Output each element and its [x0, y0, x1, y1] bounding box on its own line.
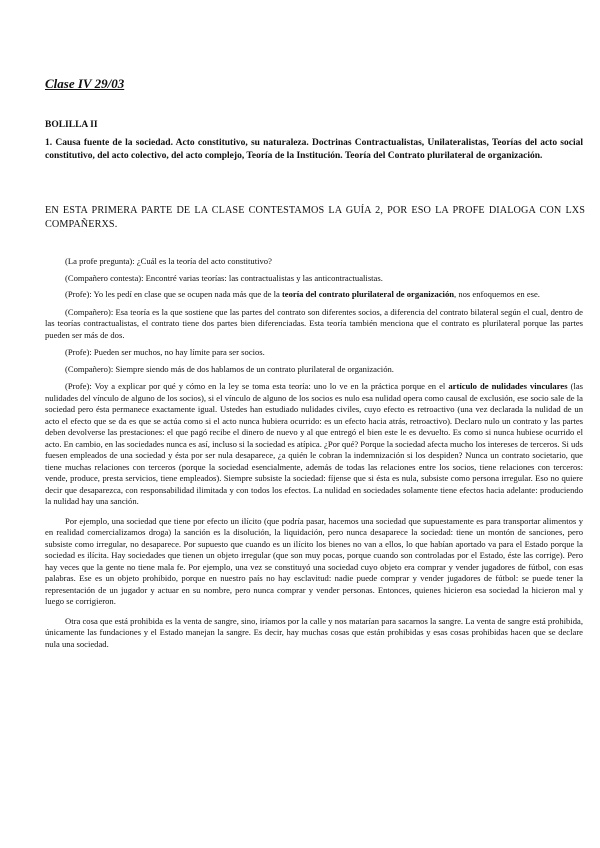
paragraph-3	[45, 289, 583, 301]
paragraph-9: Otra cosa que está prohibida es la venta de sangre, sino, iríamos por la calle y nos matarían para sacarnos la sangre. La venta de sangre está prohibida, únicamente las fundaciones y el Estado manejan la sangre. Es decir, hay muchas cosas que están prohibidas y esas cosas prohibidas hacen que se declare nula una sociedad.	[45, 615, 583, 649]
paragraph-5: (Profe): Pueden ser muchos, no hay límite para ser socios.	[65, 347, 265, 357]
bolilla-heading: BOLILLA II	[45, 120, 98, 130]
paragraph-7-text-c: (las nulidades del vínculo de alguno de los socios), si el vínculo de alguno de los socios es nulo esa nulidad opera como causal de exclusión, ese socio sale de la sociedad pero ésta permanece exactamente igual. Ustedes han estudiado nulidades civiles, cuyo efecto es retroactivo (una vez declarada la nulidad de un acto el efecto que se da es que se actúa como si el acto nunca hubiera ocurrido: es un efecto hacia atrás, retroactivo). Declaro nulo un contrato y las partes deben devolverse las prestaciones: el que pagó recibe el dinero de nuevo y al que entregó el bien este le es devuelto. Es como si nunca hubiese ocurrido el acto. En cambio, en las sociedades nunca es así, incluso si la sociedad es atípica. ¿Por qué? Porque la sociedad afecta mucho los intereses de terceros. Si uds fuesen empleados de una sociedad y ésta por ser nula desaparece, ¿a quién le cobran la indemnización si los despiden? Nunca un contrato societario, que tiene muchas relaciones con terceros (porque la sociedad esencialmente, además de todas las relaciones entre los socios, tiene relaciones con terceros: vende, produce, presta servicios, tiene empleados). Siempre subsiste la sociedad: fíjense que si ésta es nula, subsiste como persona irregular. Eso no quiere decir que desaparezca, con responsabilidad ilimitada y con todos los efectos. La nulidad en sociedades solamente tiene efectos hacia adelante: produciendo la nulidad hay una sanción.	[45, 381, 583, 506]
paragraph-7-text-a: (Profe): Voy a explicar por qué y cómo en la ley se toma esta teoría: uno lo ve en la práctica porque en el	[65, 381, 449, 391]
paragraph-7	[45, 381, 583, 508]
paragraph-8: Por ejemplo, una sociedad que tiene por efecto un ilícito (que podría pasar, hacemos una sociedad que supuestamente es para transportar alimentos y en realidad comercializamos droga) la sanción es la disolución, la liquidación, pero nunca desaparece la sociedad: tiene un montón de sanciones, pero subsiste como irregular, no desaparece. Por supuesto que cuando es un ilícito los bienes no van a ellos, lo que habían aportado va para el Estado porque la sociedad es ilícita. Hay sociedades que tienen un objeto irregular (que son muy pocas, porque cuando son controladas por el Estado, éste las corrige). Pero hay veces que la gente no tiene mala fe. Por ejemplo, una vez se constituyó una sociedad cuyo objeto era comprar y vender jugadores de fútbol, con esas palabras. Ese es un objeto prohibido, porque en nuestro país no hay esclavitud: nadie puede comprar y vender jugadores de fútbol: se puede tener la representación de un jugador y actuar en su nombre, pero nunca comprar y vender personas. Entonces, quienes hicieron esa sociedad la hicieron mal y luego se corrigieron.	[45, 515, 583, 606]
topics-list: 1. Causa fuente de la sociedad. Acto constitutivo, su naturaleza. Doctrinas Contractualistas, Unilateralistas, Teorías del acto social constitutivo, del acto colectivo, del acto complejo, Teoría de la Institución. Teoría del Contrato plurilateral de organización.	[45, 138, 583, 161]
intro-note: EN ESTA PRIMERA PARTE DE LA CLASE CONTESTAMOS LA GUÍA 2, POR ESO LA PROFE DIALOGA CON LXS COMPAÑERXS.	[45, 205, 585, 230]
paragraph-1: (La profe pregunta): ¿Cuál es la teoría del acto constitutivo?	[65, 256, 272, 266]
paragraph-3-text-a: (Profe): Yo les pedí en clase que se ocupen nada más que de la	[65, 289, 282, 299]
class-title: Clase IV 29/03	[45, 76, 125, 91]
paragraph-3-emphasis: teoría del contrato plurilateral de organización	[281, 289, 455, 299]
paragraph-6: (Compañero): Siempre siendo más de dos hablamos de un contrato plurilateral de organización.	[65, 363, 394, 374]
dialogue-body	[45, 256, 583, 656]
paragraph-7-emphasis: artículo de nulidades vinculares	[448, 381, 568, 391]
paragraph-3-text-c: , nos enfoquemos en ese.	[454, 289, 540, 299]
paragraph-4: (Compañero): Esa teoría es la que sostiene que las partes del contrato son diferentes socios, a diferencia del contrato bilateral según el cual, dentro de las teorías contractualistas, el contrato tiene dos partes bien diferenciadas. Esta teoría también menciona que el contrato es plurilateral porque las partes pueden ser más de dos.	[45, 306, 583, 340]
paragraph-2: (Compañero contesta): Encontré varias teorías: las contractualistas y las anticontractualistas.	[65, 272, 383, 283]
